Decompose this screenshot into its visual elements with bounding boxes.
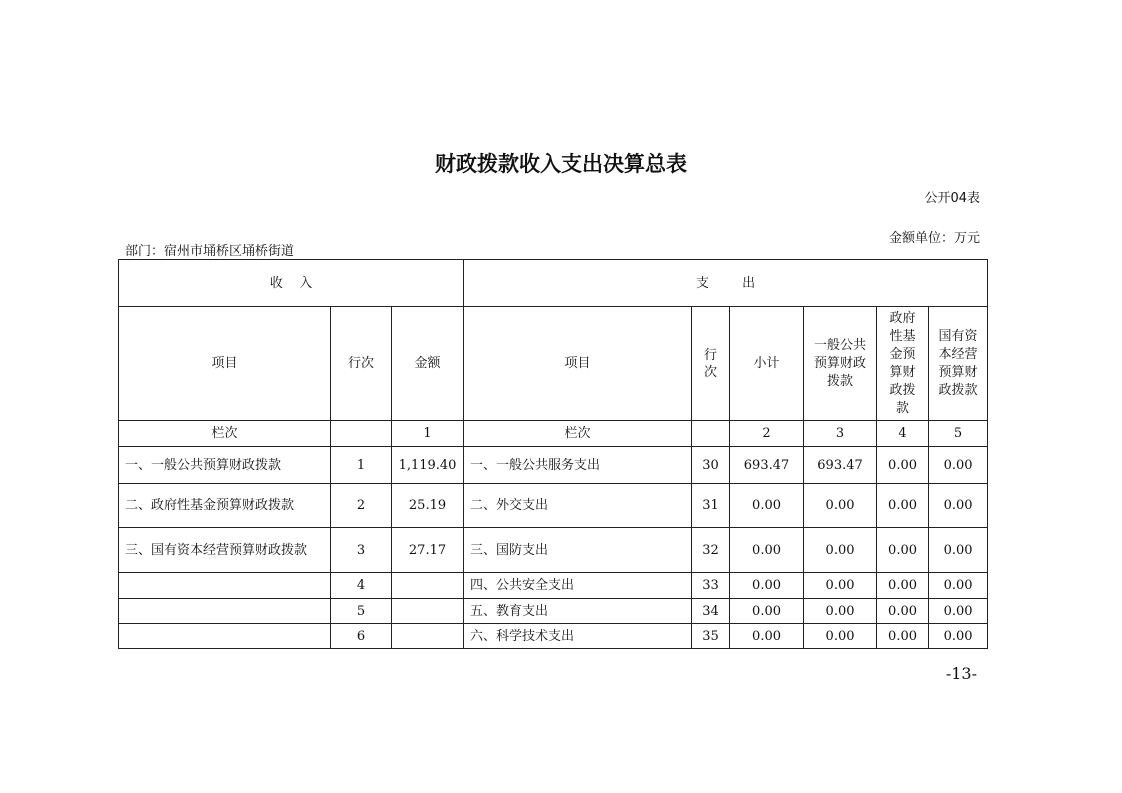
col-header-income-item: 项目 (119, 307, 331, 421)
expense-item: 五、教育支出 (464, 599, 692, 624)
table-row (119, 573, 988, 599)
gov-fund-budget: 0.00 (877, 624, 929, 649)
col-header-gov-fund-text: 政府性基金预算财政拨款 (889, 310, 916, 416)
report-title: 财政拨款收入支出决算总表 (435, 152, 687, 176)
index-expense-row (692, 421, 730, 447)
gov-fund-budget: 0.00 (877, 599, 929, 624)
table-row (119, 624, 988, 649)
state-capital-budget: 0.00 (929, 624, 988, 649)
general-budget: 693.47 (804, 447, 877, 484)
index-col-3: 3 (804, 421, 877, 447)
col-header-gov-fund (877, 307, 929, 421)
income-row-no: 2 (331, 484, 392, 528)
col-header-state-capital-text: 国有资本经营预算财政拨款 (938, 328, 978, 398)
index-col-4: 4 (877, 421, 929, 447)
expense-row-no: 31 (692, 484, 730, 528)
index-expense-label: 栏次 (464, 421, 692, 447)
gov-fund-budget: 0.00 (877, 447, 929, 484)
income-item (119, 599, 331, 624)
expense-row-no: 32 (692, 528, 730, 573)
income-row-no: 3 (331, 528, 392, 573)
page-number: -13- (945, 664, 977, 683)
subtotal: 0.00 (730, 573, 804, 599)
amount-unit: 金额单位：万元 (888, 231, 980, 246)
general-budget: 0.00 (804, 624, 877, 649)
expense-row-no: 30 (692, 447, 730, 484)
state-capital-budget: 0.00 (929, 599, 988, 624)
income-amount (392, 573, 464, 599)
expense-item: 二、外交支出 (464, 484, 692, 528)
general-budget: 0.00 (804, 599, 877, 624)
table-row (119, 599, 988, 624)
col-header-general (804, 307, 877, 421)
col-header-expense-item: 项目 (464, 307, 692, 421)
income-item (119, 624, 331, 649)
index-row (119, 421, 988, 447)
col-header-general-text: 一般公共预算财政拨款 (814, 337, 867, 389)
column-header-row (119, 307, 988, 421)
income-row-no: 6 (331, 624, 392, 649)
income-group-header: 收 入 (119, 260, 464, 307)
income-item: 三、国有资本经营预算财政拨款 (119, 528, 331, 573)
col-header-state-capital (929, 307, 988, 421)
table-row (119, 447, 988, 484)
subtotal: 0.00 (730, 624, 804, 649)
subtotal: 693.47 (730, 447, 804, 484)
col-header-expense-row-text: 行 次 (704, 347, 718, 380)
department: 部门：宿州市埇桥区埇桥街道 (125, 244, 295, 259)
index-income-row (331, 421, 392, 447)
general-budget: 0.00 (804, 573, 877, 599)
subtotal: 0.00 (730, 528, 804, 573)
income-row-no: 1 (331, 447, 392, 484)
expense-row-no: 33 (692, 573, 730, 599)
state-capital-budget: 0.00 (929, 573, 988, 599)
col-header-expense-row (692, 307, 730, 421)
income-amount: 27.17 (392, 528, 464, 573)
index-col-2: 2 (730, 421, 804, 447)
income-amount: 25.19 (392, 484, 464, 528)
gov-fund-budget: 0.00 (877, 573, 929, 599)
col-header-income-amount: 金额 (392, 307, 464, 421)
income-row-no: 5 (331, 599, 392, 624)
income-row-no: 4 (331, 573, 392, 599)
table-row (119, 484, 988, 528)
state-capital-budget: 0.00 (929, 447, 988, 484)
index-col-1: 1 (392, 421, 464, 447)
index-income-label: 栏次 (119, 421, 331, 447)
subtotal: 0.00 (730, 484, 804, 528)
expense-item: 一、一般公共服务支出 (464, 447, 692, 484)
group-header-row (119, 260, 988, 307)
general-budget: 0.00 (804, 484, 877, 528)
income-amount (392, 624, 464, 649)
gov-fund-budget: 0.00 (877, 528, 929, 573)
income-amount: 1,119.40 (392, 447, 464, 484)
expense-item: 六、科学技术支出 (464, 624, 692, 649)
table-row (119, 528, 988, 573)
col-header-subtotal: 小计 (730, 307, 804, 421)
expense-item: 四、公共安全支出 (464, 573, 692, 599)
expense-item: 三、国防支出 (464, 528, 692, 573)
income-item: 一、一般公共预算财政拨款 (119, 447, 331, 484)
income-item: 二、政府性基金预算财政拨款 (119, 484, 331, 528)
income-item (119, 573, 331, 599)
gov-fund-budget: 0.00 (877, 484, 929, 528)
state-capital-budget: 0.00 (929, 528, 988, 573)
expense-row-no: 34 (692, 599, 730, 624)
expense-row-no: 35 (692, 624, 730, 649)
income-amount (392, 599, 464, 624)
general-budget: 0.00 (804, 528, 877, 573)
state-capital-budget: 0.00 (929, 484, 988, 528)
expense-group-header: 支 出 (464, 260, 988, 307)
form-number: 公开04表 (924, 191, 980, 206)
subtotal: 0.00 (730, 599, 804, 624)
index-col-5: 5 (929, 421, 988, 447)
finance-table (118, 259, 988, 649)
col-header-income-row: 行次 (331, 307, 392, 421)
